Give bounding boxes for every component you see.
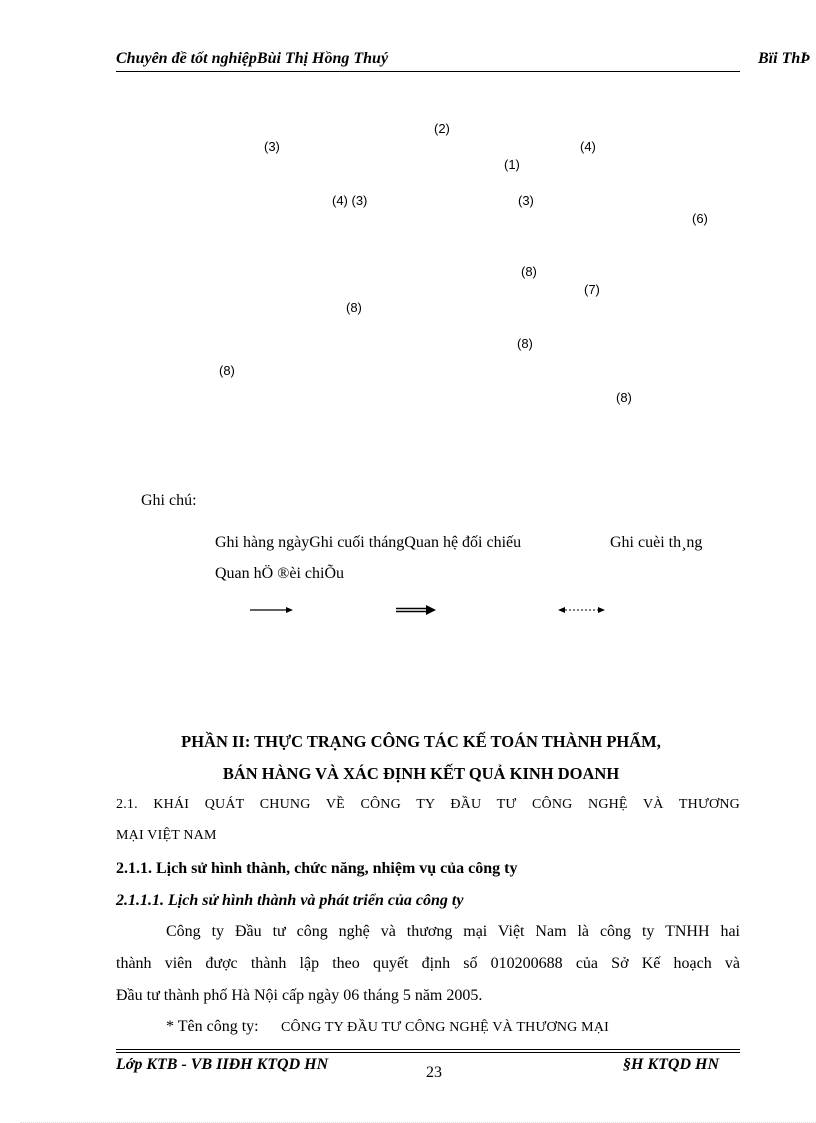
diagram-label: (3) — [518, 193, 534, 208]
section-heading-line1: PHẦN II: THỰC TRẠNG CÔNG TÁC KẾ TOÁN THÀNH PHẨM, — [181, 732, 661, 751]
paragraph-line2: thành viên được thành lập theo quyết định số 010200688 của Sở Kế hoạch và — [116, 955, 740, 972]
diagram-label: (3) — [264, 139, 280, 154]
header-left: Chuyên đề tốt nghiệpBùi Thị Hồng Thuý — [116, 50, 389, 67]
diagram-label: (4) — [580, 139, 596, 154]
page-number: 23 — [426, 1064, 442, 1081]
footer-rule-top — [116, 1049, 740, 1050]
diagram-label: (4) (3) — [332, 193, 368, 208]
legend-title: Ghi chú: — [141, 492, 197, 509]
diagram-label: (7) — [584, 282, 600, 297]
diagram-label: (8) — [616, 390, 632, 405]
diagram-label: (8) — [346, 300, 362, 315]
diagram-label: (6) — [692, 211, 708, 226]
paragraph-line3: Đầu tư thành phố Hà Nội cấp ngày 06 tháng 5 năm 2005. — [116, 987, 483, 1004]
legend-arrows — [240, 600, 620, 620]
diagram-label: (1) — [504, 157, 520, 172]
compare-arrow-icon — [558, 607, 605, 613]
footer-left: Lớp KTB - VB IIĐH KTQD HN — [116, 1056, 329, 1073]
section-2-1-1-1: 2.1.1.1. Lịch sử hình thành và phát triển của công ty — [116, 892, 464, 909]
footer-right: §H KTQD HN — [623, 1056, 719, 1073]
company-name-label: * Tên công ty: — [166, 1018, 259, 1035]
header-right: Bïi ThÞ — [758, 50, 811, 67]
monthly-arrow-icon — [396, 605, 436, 615]
legend-line2: Quan hÖ ®èi chiÕu — [215, 565, 345, 582]
diagram-label: (2) — [434, 121, 450, 136]
paragraph-line1: Công ty Đầu tư công nghệ và thương mại Việt Nam là công ty TNHH hai — [166, 923, 740, 940]
diagram-label: (8) — [517, 336, 533, 351]
section-2-1-line2: MẠI VIỆT NAM — [116, 828, 217, 843]
legend-line1: Ghi hàng ngàyGhi cuối thángQuan hệ đối chiếu — [215, 534, 522, 551]
legend-line1b: Ghi cuèi th¸ng — [610, 534, 703, 551]
section-2-1-1: 2.1.1. Lịch sử hình thành, chức năng, nhiệm vụ của công ty — [116, 860, 518, 877]
section-heading-line2: BÁN HÀNG VÀ XÁC ĐỊNH KẾT QUẢ KINH DOANH — [222, 764, 620, 783]
diagram-label: (8) — [521, 264, 537, 279]
footer-rule-bottom — [116, 1052, 740, 1053]
daily-arrow-icon — [250, 607, 293, 613]
company-name-value: CÔNG TY ĐẦU TƯ CÔNG NGHỆ VÀ THƯƠNG MẠI — [281, 1020, 609, 1035]
header-rule — [116, 71, 740, 72]
diagram-label: (8) — [219, 363, 235, 378]
section-2-1-line1: 2.1. KHÁI QUÁT CHUNG VỀ CÔNG TY ĐẦU TƯ CÔNG NGHỆ VÀ THƯƠNG — [116, 797, 740, 812]
